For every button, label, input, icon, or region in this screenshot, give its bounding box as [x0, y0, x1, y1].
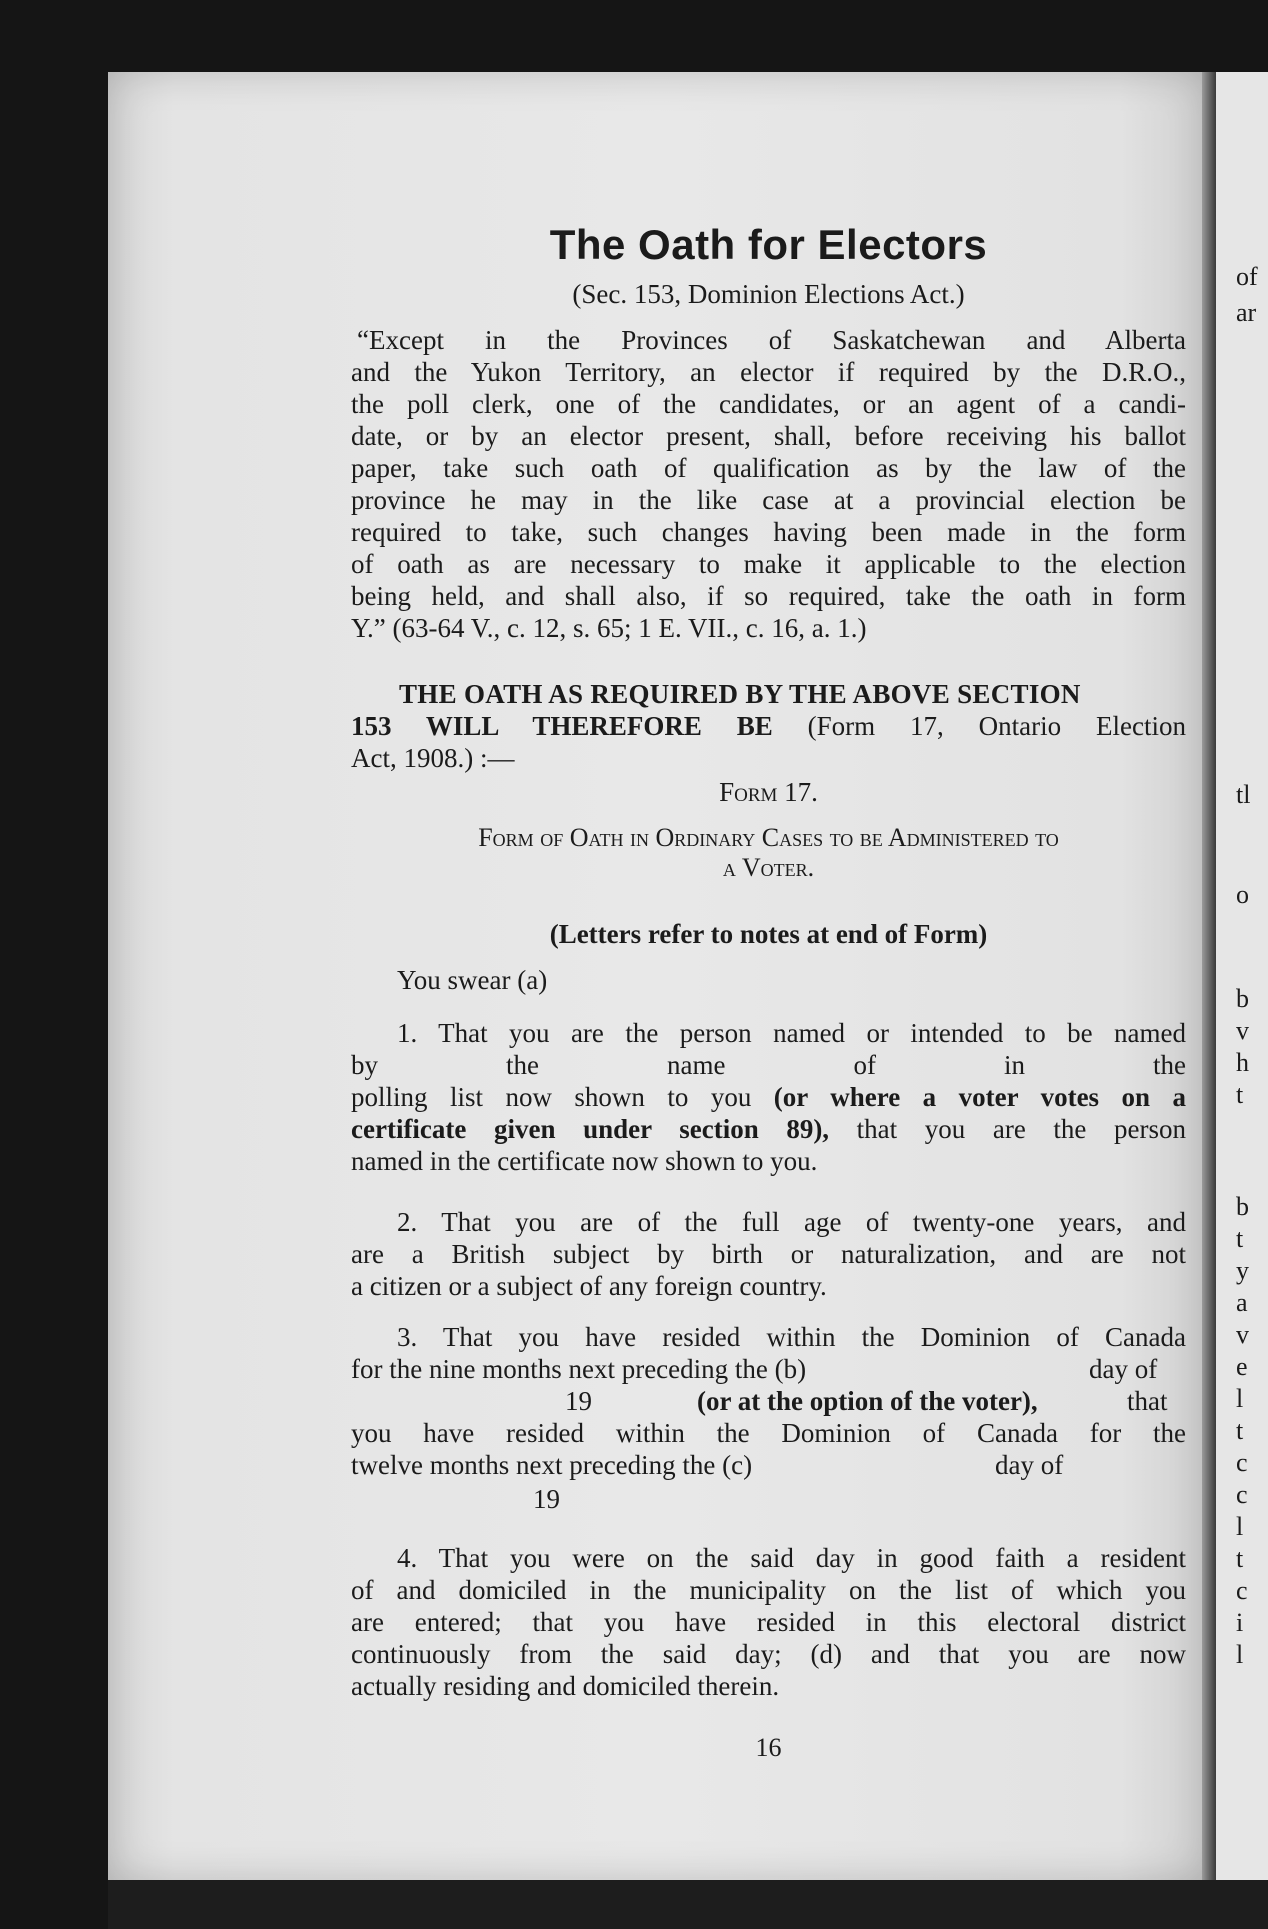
page-gutter — [1202, 72, 1216, 1880]
facing-page-fragment: a — [1236, 1288, 1248, 1317]
clause-line: 1. That you are the person named or intended to be named — [397, 1018, 1186, 1048]
quote-line: Y.” (63-64 V., c. 12, s. 65; 1 E. VII., c. 16, a. 1.) — [351, 613, 867, 643]
clause-line: 3. That you have resided within the Dominion of Canada — [397, 1322, 1186, 1352]
clause-line: that — [1127, 1386, 1168, 1416]
page-number: 16 — [755, 1733, 782, 1762]
quote-line: “Except in the Provinces of Saskatchewan and Alberta — [357, 325, 1186, 355]
clause-line: day of — [995, 1450, 1064, 1480]
clause-line: a citizen or a subject of any foreign country. — [351, 1271, 827, 1301]
facing-page-fragment: of — [1236, 262, 1258, 291]
facing-page-fragment: h — [1236, 1048, 1249, 1077]
facing-page-fragment: i — [1236, 1608, 1244, 1637]
facing-page-fragment: c — [1236, 1448, 1248, 1477]
notice-line: 153 WILL THEREFORE BE (Form 17, Ontario Election — [351, 711, 1186, 741]
facing-page-fragment: l — [1236, 1512, 1244, 1541]
facing-page-fragment: l — [1236, 1384, 1244, 1413]
facing-page-fragment: t — [1236, 1416, 1244, 1445]
notice-line: THE OATH AS REQUIRED BY THE ABOVE SECTION — [399, 679, 1081, 709]
form-intro: You swear (a) — [397, 965, 548, 995]
clause-line: of and domiciled in the municipality on the list of which you — [351, 1575, 1186, 1605]
clause-line: polling list now shown to you (or where a voter votes on a — [351, 1082, 1186, 1112]
scan-border — [108, 1880, 1268, 1929]
clause-line: you have resided within the Dominion of Canada for the — [351, 1418, 1186, 1448]
clause-line: 2. That you are of the full age of twenty-one years, and — [397, 1207, 1186, 1237]
clause-line: actually residing and domiciled therein. — [351, 1671, 780, 1701]
clause-line: named in the certificate now shown to you. — [351, 1146, 818, 1176]
facing-page-fragment: ar — [1236, 298, 1257, 327]
quote-line: of oath as are necessary to make it applicable to the election — [351, 549, 1186, 579]
facing-page — [1216, 72, 1268, 1880]
quote-line: being held, and shall also, if so required, take the oath in form — [351, 581, 1186, 611]
facing-page-fragment: l — [1236, 1640, 1244, 1669]
quote-line: paper, take such oath of qualification as by the law of the — [351, 453, 1186, 483]
facing-page-fragment: tl — [1236, 780, 1251, 809]
facing-page-fragment: b — [1236, 984, 1249, 1013]
clause-line: continuously from the said day; (d) and that you are now — [351, 1639, 1186, 1669]
facing-page-fragment: t — [1236, 1224, 1244, 1253]
clause-line: 19 — [533, 1484, 560, 1514]
quote-line: date, or by an elector present, shall, before receiving his ballot — [351, 421, 1186, 451]
page-subtitle: (Sec. 153, Dominion Elections Act.) — [572, 279, 965, 309]
clause-line: by the name of in the — [351, 1050, 1186, 1080]
facing-page-fragment: c — [1236, 1576, 1248, 1605]
clause-line: twelve months next preceding the (c) — [351, 1450, 753, 1480]
clause-line: are entered; that you have resided in this electoral district — [351, 1607, 1186, 1637]
clause-line: day of — [1089, 1354, 1158, 1384]
facing-page-fragment: e — [1236, 1352, 1248, 1381]
notice-line: Act, 1908.) :— — [351, 743, 515, 773]
form-note: (Letters refer to notes at end of Form) — [549, 919, 988, 949]
quote-line: required to take, such changes having been made in the form — [351, 517, 1186, 547]
facing-page-fragment: v — [1236, 1320, 1249, 1349]
quote-line: and the Yukon Territory, an elector if required by the D.R.O., — [351, 357, 1186, 387]
clause-line: 4. That you were on the said day in good faith a resident — [397, 1543, 1186, 1573]
facing-page-fragment: o — [1236, 880, 1249, 909]
quote-line: the poll clerk, one of the candidates, or an agent of a candi- — [351, 389, 1186, 419]
facing-page-fragment: y — [1236, 1256, 1249, 1285]
form-heading-line: Form of Oath in Ordinary Cases to be Administered to — [478, 823, 1059, 852]
clause-line: 19 — [565, 1386, 592, 1416]
clause-line: are a British subject by birth or naturalization, and are not — [351, 1239, 1186, 1269]
clause-line: (or at the option of the voter), — [697, 1386, 1038, 1416]
facing-page-fragment: b — [1236, 1192, 1249, 1221]
facing-page-fragment: t — [1236, 1080, 1244, 1109]
quote-line: province he may in the like case at a provincial election be — [351, 485, 1186, 515]
clause-line: certificate given under section 89), that you are the person — [351, 1114, 1186, 1144]
clause-line: for the nine months next preceding the (b) — [351, 1354, 807, 1384]
form-number: Form 17. — [719, 777, 818, 807]
facing-page-fragment: t — [1236, 1544, 1244, 1573]
page-title: The Oath for Electors — [549, 221, 988, 268]
facing-page-fragment: c — [1236, 1480, 1248, 1509]
form-heading-line: a Voter. — [722, 853, 815, 882]
facing-page-fragment: v — [1236, 1016, 1249, 1045]
